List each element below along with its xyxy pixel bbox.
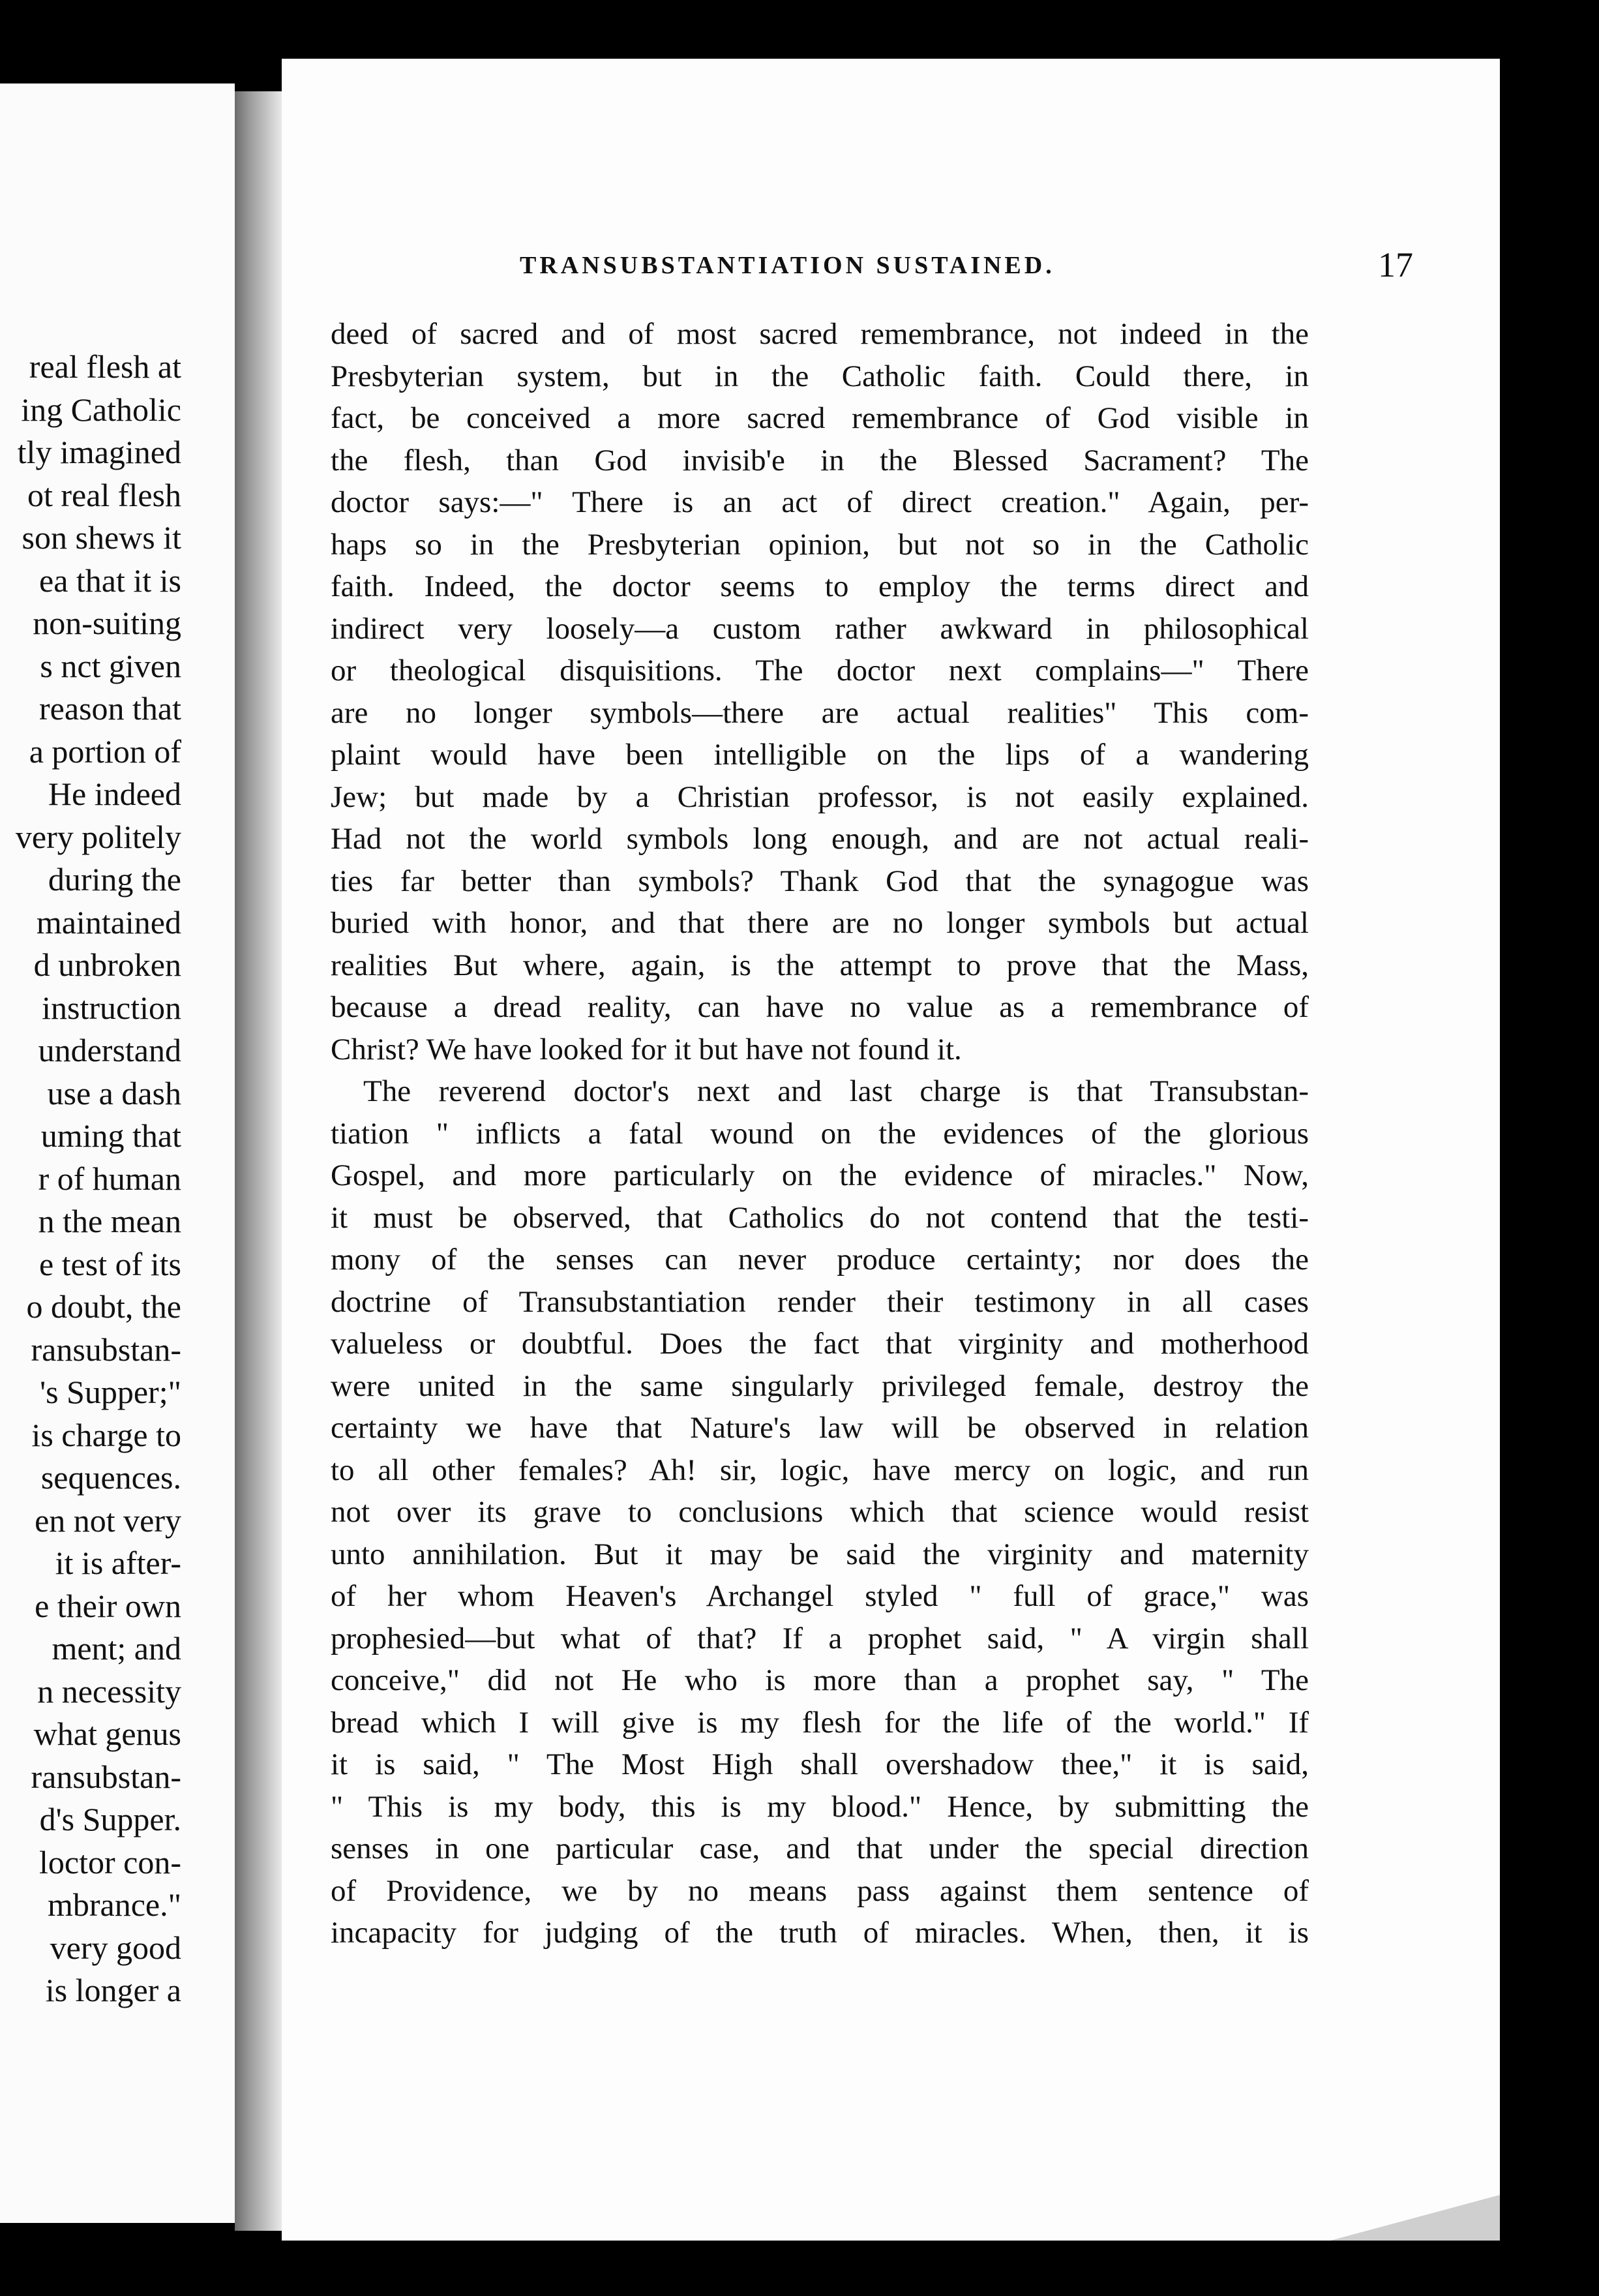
left-text-line: very politely [15, 818, 181, 855]
left-text-line: d's Supper. [39, 1801, 181, 1837]
body-text-line: valueless or doubtful. Does the fact that virginity and motherhood [331, 1327, 1309, 1361]
left-text-line: ment; and [52, 1630, 181, 1667]
left-text-line: use a dash [47, 1074, 181, 1111]
body-text-line: the flesh, than God invisib'e in the Blessed Sacrament? The [331, 443, 1309, 477]
left-text-line: n necessity [37, 1672, 181, 1710]
left-text-line: during the [48, 861, 181, 898]
body-text-line: it is said, " The Most High shall overshadow thee," it is said, [331, 1747, 1309, 1781]
left-text-line: son shews it [22, 519, 181, 556]
left-text-line: ransubstan- [31, 1331, 181, 1368]
left-text-line: reason that [39, 690, 181, 727]
body-text-line: buried with honor, and that there are no longer symbols but actual [331, 906, 1309, 940]
body-text-line: indirect very loosely—a custom rather awkward in philosophical [331, 611, 1309, 646]
body-text-line: deed of sacred and of most sacred remembrance, not indeed in the [331, 317, 1309, 351]
body-text-line: haps so in the Presbyterian opinion, but not so in the Catholic [331, 527, 1309, 562]
body-text-line: tiation " inflicts a fatal wound on the evidences of the glorious [331, 1116, 1309, 1151]
page-number: 17 [1378, 245, 1413, 284]
body-text-line: ties far better than symbols? Thank God that the synagogue was [331, 864, 1309, 898]
body-text-line: doctrine of Transubstantiation render their testimony in all cases [331, 1284, 1309, 1319]
body-text-line: conceive," did not He who is more than a prophet say, " The [331, 1663, 1309, 1697]
body-text-line: were united in the same singularly privileged female, destroy the [331, 1368, 1309, 1403]
body-text [331, 313, 1309, 1954]
body-text-line: because a dread reality, can have no value as a remembrance of [331, 990, 1309, 1024]
body-text-line: unto annihilation. But it may be said the virginity and maternity [331, 1537, 1309, 1571]
body-text-line: senses in one particular case, and that under the special direction [331, 1832, 1309, 1865]
left-text-line: He indeed [48, 776, 181, 812]
left-text-line: r of human [38, 1160, 181, 1197]
left-text-line: maintained [36, 903, 181, 941]
body-text-line: of Providence, we by no means pass against them sentence of [331, 1873, 1309, 1908]
body-text-line: Had not the world symbols long enough, and are not actual reali- [331, 822, 1309, 856]
body-text-line: to all other females? Ah! sir, logic, have mercy on logic, and run [331, 1453, 1309, 1487]
body-text-line: mony of the senses can never produce certainty; nor does the [331, 1243, 1309, 1276]
body-text-line: bread which I will give is my flesh for the life of the world." If [331, 1705, 1309, 1740]
body-text-line: Presbyterian system, but in the Catholic faith. Could there, in [331, 359, 1309, 393]
body-text-line: it must be observed, that Catholics do not contend that the testi- [331, 1200, 1309, 1235]
left-text-line: ot real flesh [27, 476, 181, 513]
left-text-line: non-suiting [33, 605, 181, 641]
body-text-line: plaint would have been intelligible on the lips of a wandering [331, 738, 1309, 772]
left-text-line: n the mean [38, 1203, 181, 1239]
left-text-line: en not very [35, 1502, 181, 1539]
left-text-line: real flesh at [29, 348, 181, 385]
body-text-line: of her whom Heaven's Archangel styled " full of grace," was [331, 1579, 1309, 1613]
left-text-line: very good [50, 1929, 181, 1966]
left-text-line: s nct given [40, 647, 181, 684]
left-text-line: uming that [40, 1117, 181, 1154]
body-text-line: certainty we have that Nature's law will be observed in relation [331, 1411, 1309, 1445]
left-text-line: instruction [42, 989, 181, 1026]
left-text-line: loctor con- [39, 1843, 181, 1881]
body-text-line: faith. Indeed, the doctor seems to employ the terms direct and [331, 569, 1309, 603]
left-text-line: sequences. [40, 1459, 181, 1496]
left-text-line: e test of its [38, 1245, 181, 1282]
left-text-line: tly imagined [17, 434, 181, 470]
body-text-line: not over its grave to conclusions which that science would resist [331, 1495, 1309, 1529]
left-text-line: what genus [33, 1715, 181, 1752]
left-text-line: mbrance." [47, 1886, 181, 1923]
page-curl [1330, 2195, 1500, 2241]
body-text-line: doctor says:—" There is an act of direct creation." Again, per- [331, 485, 1309, 519]
body-text-line: " This is my body, this is my blood." Hence, by submitting the [331, 1789, 1309, 1824]
body-text-line: prophesied—but what of that? If a prophet said, " A virgin shall [331, 1621, 1309, 1655]
left-text-line: 's Supper;" [40, 1374, 181, 1410]
left-page-text [16, 346, 181, 2012]
left-text-line: is charge to [31, 1416, 181, 1453]
left-text-line: understand [38, 1032, 181, 1068]
left-text-line: is longer a [45, 1972, 181, 2008]
running-head [520, 245, 1413, 290]
body-text-line: Christ? We have looked for it but have not found it. [331, 1032, 962, 1066]
body-text-line: or theological disquisitions. The doctor next complains—" There [331, 654, 1309, 687]
left-text-line: ing Catholic [21, 391, 181, 428]
left-text-line: o doubt, the [26, 1288, 181, 1325]
left-text-line: d unbroken [33, 946, 181, 983]
body-text-line: fact, be conceived a more sacred remembrance of God visible in [331, 401, 1309, 435]
running-title: TRANSUBSTANTIATION SUSTAINED. [520, 252, 1055, 279]
left-text-line: a portion of [29, 733, 181, 770]
body-text-line: The reverend doctor's next and last charge is that Transubstan- [363, 1074, 1309, 1108]
body-text-line: Gospel, and more particularly on the evidence of miracles." Now, [331, 1158, 1309, 1192]
left-text-line: ea that it is [39, 562, 181, 599]
body-text-line: incapacity for judging of the truth of miracles. When, then, it is [331, 1916, 1309, 1950]
left-page [0, 83, 235, 2223]
left-text-line: ransubstan- [31, 1758, 181, 1795]
body-text-line: realities But where, again, is the attempt to prove that the Mass, [331, 948, 1309, 982]
left-text-line: e their own [35, 1587, 181, 1624]
book-gutter [235, 91, 282, 2231]
body-text-line: Jew; but made by a Christian professor, is not easily explained. [331, 779, 1309, 814]
body-text-line: are no longer symbols—there are actual realities" This com- [331, 695, 1309, 730]
right-page [282, 59, 1500, 2241]
left-text-line: it is after- [55, 1545, 181, 1581]
